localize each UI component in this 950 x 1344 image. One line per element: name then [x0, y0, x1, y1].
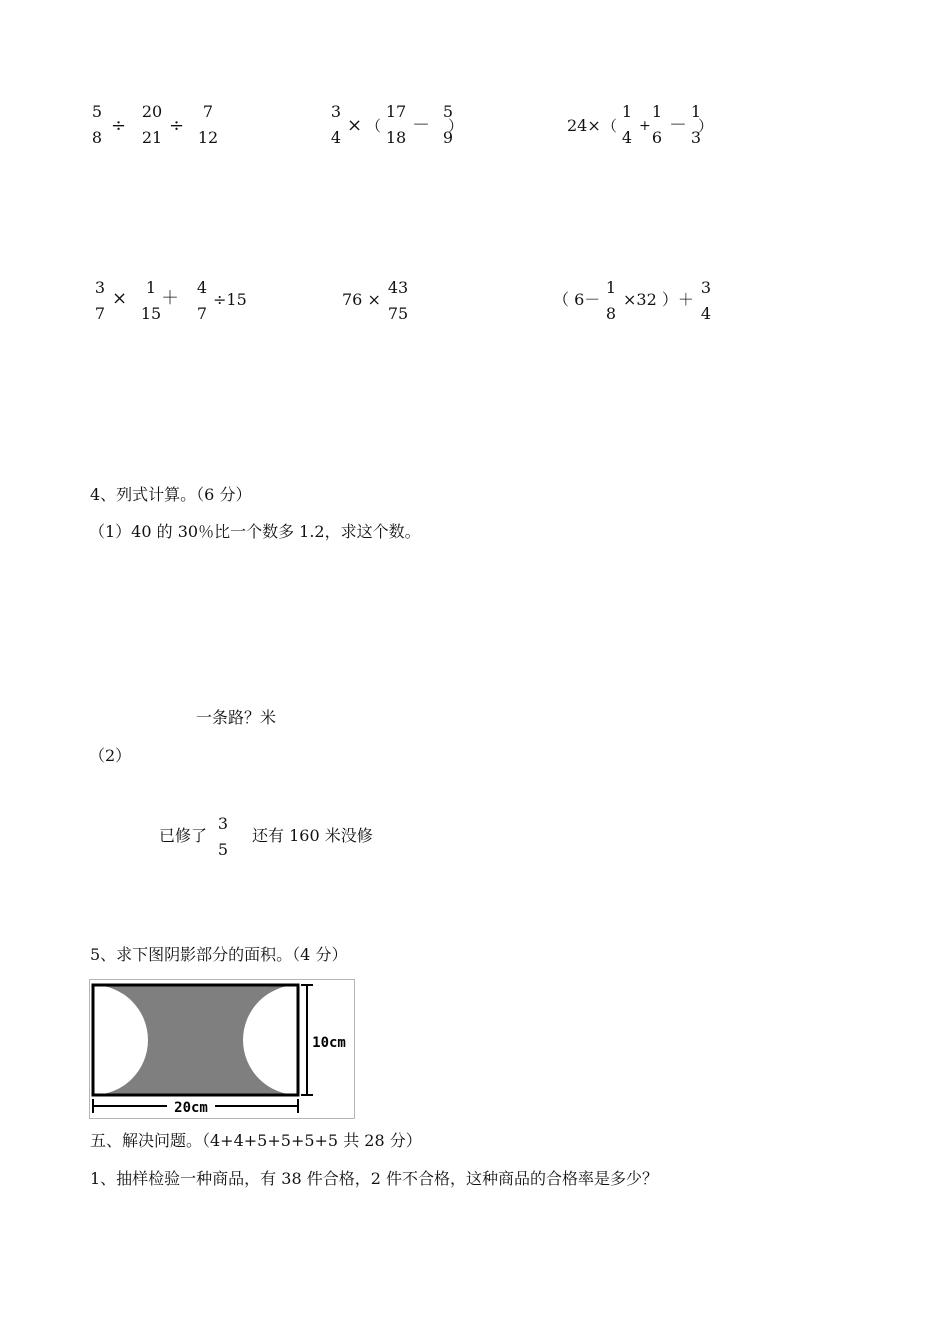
- fraction: 20 21: [141, 102, 163, 147]
- fraction: 43 75: [387, 278, 409, 323]
- question-4-2-label: （2）: [89, 746, 132, 765]
- prefix: （ 6－: [553, 290, 601, 309]
- section-4-title: 4、列式计算。（6 分）: [90, 485, 252, 504]
- road-done-label: 已修了: [159, 826, 208, 845]
- operator: －: [669, 115, 687, 136]
- road-remaining-label: 还有 160 米没修: [252, 826, 373, 845]
- operator: +: [639, 118, 651, 134]
- shaded-area-figure: [89, 979, 355, 1119]
- fraction: 3 5: [217, 814, 229, 859]
- fraction: 7 12: [197, 102, 219, 147]
- fraction: 17 18: [385, 102, 407, 147]
- paren: ）: [698, 117, 714, 135]
- operator: －: [412, 115, 430, 136]
- question-4-1: （1）40 的 30％比一个数多 1.2，求这个数。: [89, 522, 421, 541]
- middle: ×32 ）＋: [623, 290, 694, 309]
- paren: ）: [448, 117, 464, 135]
- fraction: 5 8: [91, 102, 103, 147]
- part-5-title: 五、解决问题。（4+4+5+5+5+5 共 28 分）: [90, 1131, 422, 1150]
- tail: ÷15: [213, 290, 247, 309]
- fraction: 4 7: [196, 278, 208, 323]
- fraction: 1 3: [690, 102, 702, 147]
- figure-drawing: [89, 979, 355, 1119]
- section-5-title: 5、求下图阴影部分的面积。（4 分）: [90, 945, 348, 964]
- question-5-1: 1、抽样检验一种商品，有 38 件合格，2 件不合格，这种商品的合格率是多少？: [90, 1169, 658, 1188]
- fraction: 5 9: [442, 102, 454, 147]
- fraction: 1 6: [651, 102, 663, 147]
- operator: ＋: [161, 288, 179, 309]
- road-total-label: 一条路？米: [196, 708, 277, 727]
- paren: （: [602, 117, 618, 135]
- operator: ÷: [111, 115, 127, 136]
- paren: （: [366, 117, 382, 135]
- prefix: 76 ×: [342, 290, 381, 309]
- fraction: 1 8: [605, 278, 617, 323]
- fraction: 3 7: [94, 278, 106, 323]
- width-label: 20cm: [174, 1100, 208, 1116]
- fraction: 3 4: [700, 278, 712, 323]
- prefix: 24×: [567, 116, 601, 135]
- fraction: 3 4: [330, 102, 342, 147]
- operator: ÷: [169, 115, 185, 136]
- height-label: 10cm: [312, 1035, 346, 1051]
- operator: ×: [112, 288, 128, 309]
- fraction: 1 4: [621, 102, 633, 147]
- fraction: 1 15: [140, 278, 162, 323]
- operator: ×: [347, 115, 363, 136]
